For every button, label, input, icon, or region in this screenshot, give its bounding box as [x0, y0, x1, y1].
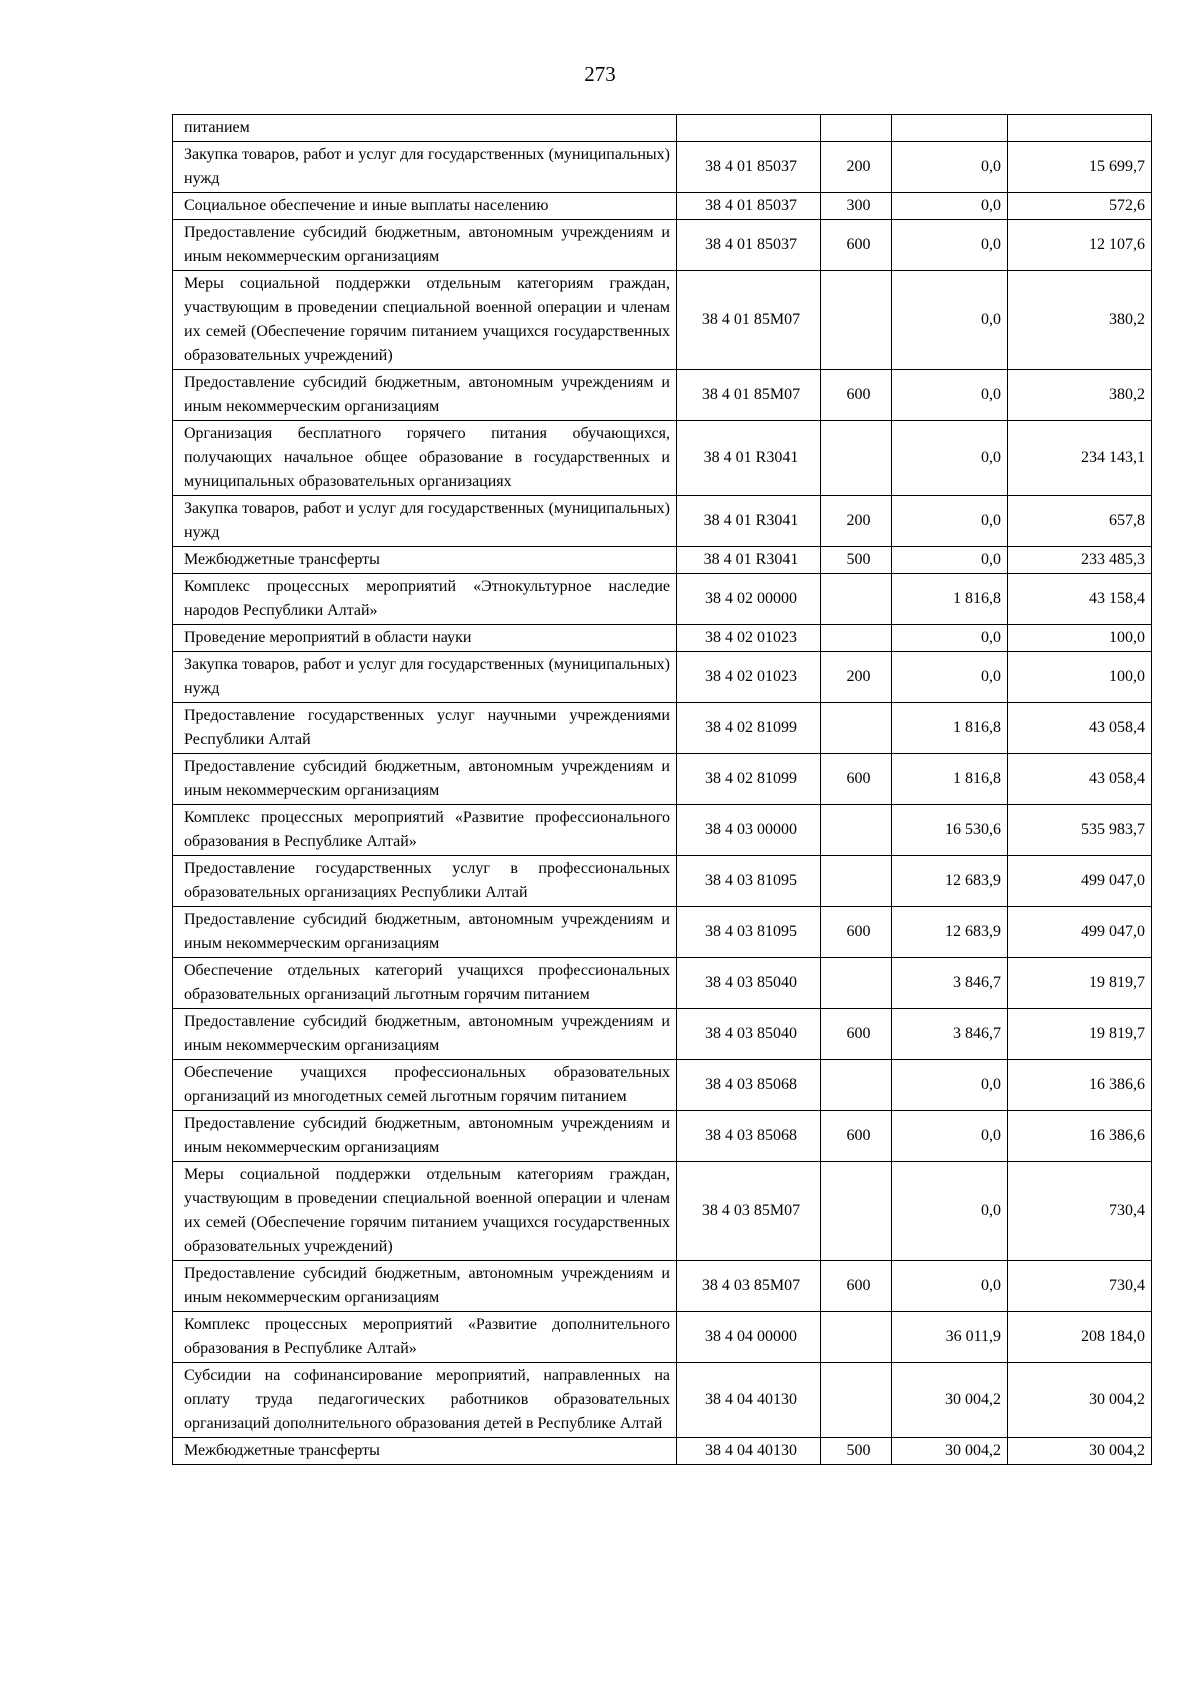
row-name: Межбюджетные трансферты	[173, 547, 677, 574]
row-amount-1: 16 530,6	[892, 805, 1008, 856]
row-code: 38 4 02 81099	[677, 703, 821, 754]
row-code: 38 4 03 85068	[677, 1111, 821, 1162]
row-expense-type	[821, 625, 892, 652]
row-expense-type	[821, 1162, 892, 1261]
row-amount-2: 499 047,0	[1008, 856, 1152, 907]
row-code: 38 4 02 00000	[677, 574, 821, 625]
row-expense-type	[821, 271, 892, 370]
budget-table	[172, 114, 1152, 1465]
row-amount-1: 0,0	[892, 1162, 1008, 1261]
row-name: Обеспечение отдельных категорий учащихся профессиональных образовательных организаций льготным горячим питанием	[173, 958, 677, 1009]
row-expense-type	[821, 574, 892, 625]
row-amount-1: 12 683,9	[892, 856, 1008, 907]
row-expense-type	[821, 703, 892, 754]
row-code: 38 4 03 00000	[677, 805, 821, 856]
row-code: 38 4 02 01023	[677, 652, 821, 703]
table-row	[173, 703, 1152, 754]
row-expense-type: 500	[821, 547, 892, 574]
table-row	[173, 1009, 1152, 1060]
row-name: Комплекс процессных мероприятий «Этнокультурное наследие народов Республики Алтай»	[173, 574, 677, 625]
row-amount-2: 16 386,6	[1008, 1111, 1152, 1162]
row-amount-2: 30 004,2	[1008, 1438, 1152, 1465]
row-name: Предоставление государственных услуг научными учреждениями Республики Алтай	[173, 703, 677, 754]
row-name: Меры социальной поддержки отдельным категориям граждан, участвующим в проведении специальной военной операции и членам их семей (Обеспечение горячим питанием учащихся государственных образовательных учреждений)	[173, 1162, 677, 1261]
row-amount-1: 0,0	[892, 421, 1008, 496]
row-amount-2: 535 983,7	[1008, 805, 1152, 856]
row-name: Обеспечение учащихся профессиональных образовательных организаций из многодетных семей льготным горячим питанием	[173, 1060, 677, 1111]
row-amount-2: 499 047,0	[1008, 907, 1152, 958]
row-amount-2: 730,4	[1008, 1261, 1152, 1312]
row-code: 38 4 01 85037	[677, 193, 821, 220]
row-code	[677, 115, 821, 142]
row-expense-type: 600	[821, 907, 892, 958]
row-name: Комплекс процессных мероприятий «Развитие профессионального образования в Республике Алтай»	[173, 805, 677, 856]
row-amount-1: 0,0	[892, 547, 1008, 574]
row-amount-2: 19 819,7	[1008, 1009, 1152, 1060]
row-amount-2: 730,4	[1008, 1162, 1152, 1261]
row-code: 38 4 03 85040	[677, 958, 821, 1009]
row-amount-1: 0,0	[892, 1111, 1008, 1162]
row-expense-type: 600	[821, 370, 892, 421]
row-name: Предоставление субсидий бюджетным, автономным учреждениям и иным некоммерческим организациям	[173, 1261, 677, 1312]
row-amount-1: 3 846,7	[892, 958, 1008, 1009]
row-amount-1: 0,0	[892, 271, 1008, 370]
row-code: 38 4 03 85040	[677, 1009, 821, 1060]
row-amount-2: 30 004,2	[1008, 1363, 1152, 1438]
table-row	[173, 220, 1152, 271]
row-amount-1: 1 816,8	[892, 754, 1008, 805]
row-name: Предоставление субсидий бюджетным, автономным учреждениям и иным некоммерческим организациям	[173, 1009, 677, 1060]
row-expense-type	[821, 856, 892, 907]
row-amount-2: 208 184,0	[1008, 1312, 1152, 1363]
row-code: 38 4 04 40130	[677, 1438, 821, 1465]
row-expense-type: 500	[821, 1438, 892, 1465]
row-code: 38 4 03 85M07	[677, 1261, 821, 1312]
table-row	[173, 625, 1152, 652]
row-amount-1: 0,0	[892, 370, 1008, 421]
row-amount-1: 0,0	[892, 625, 1008, 652]
budget-table-body	[173, 115, 1152, 1465]
row-amount-1: 0,0	[892, 1060, 1008, 1111]
row-expense-type	[821, 115, 892, 142]
table-row	[173, 193, 1152, 220]
row-code: 38 4 01 R3041	[677, 421, 821, 496]
row-expense-type: 600	[821, 1261, 892, 1312]
row-expense-type: 600	[821, 754, 892, 805]
row-code: 38 4 01 85037	[677, 142, 821, 193]
row-expense-type: 200	[821, 142, 892, 193]
row-name: Субсидии на софинансирование мероприятий, направленных на оплату труда педагогических работников образовательных организаций дополнительного образования детей в Республике Алтай	[173, 1363, 677, 1438]
row-amount-2: 12 107,6	[1008, 220, 1152, 271]
row-amount-1: 0,0	[892, 1261, 1008, 1312]
row-amount-1: 0,0	[892, 496, 1008, 547]
row-code: 38 4 01 85037	[677, 220, 821, 271]
row-name: Комплекс процессных мероприятий «Развитие дополнительного образования в Республике Алтай»	[173, 1312, 677, 1363]
row-expense-type	[821, 1060, 892, 1111]
row-amount-2: 16 386,6	[1008, 1060, 1152, 1111]
row-code: 38 4 03 81095	[677, 856, 821, 907]
row-amount-1: 12 683,9	[892, 907, 1008, 958]
row-amount-1: 1 816,8	[892, 703, 1008, 754]
row-code: 38 4 03 81095	[677, 907, 821, 958]
row-code: 38 4 01 85M07	[677, 271, 821, 370]
row-amount-2: 15 699,7	[1008, 142, 1152, 193]
table-row	[173, 1162, 1152, 1261]
table-row	[173, 958, 1152, 1009]
table-row	[173, 115, 1152, 142]
row-amount-1: 3 846,7	[892, 1009, 1008, 1060]
row-amount-2: 380,2	[1008, 271, 1152, 370]
row-amount-1: 36 011,9	[892, 1312, 1008, 1363]
row-code: 38 4 03 85068	[677, 1060, 821, 1111]
row-name: Меры социальной поддержки отдельным категориям граждан, участвующим в проведении специальной военной операции и членам их семей (Обеспечение горячим питанием учащихся государственных образовательных учреждений)	[173, 271, 677, 370]
row-code: 38 4 04 00000	[677, 1312, 821, 1363]
table-row	[173, 421, 1152, 496]
row-amount-2: 657,8	[1008, 496, 1152, 547]
row-name: Закупка товаров, работ и услуг для государственных (муниципальных) нужд	[173, 496, 677, 547]
row-name: Проведение мероприятий в области науки	[173, 625, 677, 652]
row-name: Предоставление государственных услуг в профессиональных образовательных организациях Республики Алтай	[173, 856, 677, 907]
row-expense-type	[821, 1363, 892, 1438]
row-expense-type: 600	[821, 1111, 892, 1162]
row-amount-1: 30 004,2	[892, 1438, 1008, 1465]
row-amount-2: 19 819,7	[1008, 958, 1152, 1009]
row-amount-1: 30 004,2	[892, 1363, 1008, 1438]
row-amount-2: 43 058,4	[1008, 754, 1152, 805]
table-row	[173, 1060, 1152, 1111]
table-row	[173, 754, 1152, 805]
table-row	[173, 142, 1152, 193]
row-amount-2: 234 143,1	[1008, 421, 1152, 496]
table-row	[173, 271, 1152, 370]
table-row	[173, 1312, 1152, 1363]
row-amount-2: 43 158,4	[1008, 574, 1152, 625]
row-expense-type	[821, 958, 892, 1009]
table-row	[173, 1111, 1152, 1162]
table-row	[173, 547, 1152, 574]
row-amount-2: 233 485,3	[1008, 547, 1152, 574]
row-name: Предоставление субсидий бюджетным, автономным учреждениям и иным некоммерческим организациям	[173, 754, 677, 805]
row-name: питанием	[173, 115, 677, 142]
row-amount-1	[892, 115, 1008, 142]
table-row	[173, 907, 1152, 958]
row-code: 38 4 03 85M07	[677, 1162, 821, 1261]
table-row	[173, 574, 1152, 625]
row-amount-2: 100,0	[1008, 652, 1152, 703]
row-expense-type	[821, 805, 892, 856]
row-name: Предоставление субсидий бюджетным, автономным учреждениям и иным некоммерческим организациям	[173, 907, 677, 958]
row-expense-type	[821, 421, 892, 496]
row-amount-2: 572,6	[1008, 193, 1152, 220]
row-name: Межбюджетные трансферты	[173, 1438, 677, 1465]
row-name: Закупка товаров, работ и услуг для государственных (муниципальных) нужд	[173, 652, 677, 703]
row-expense-type	[821, 1312, 892, 1363]
row-amount-1: 1 816,8	[892, 574, 1008, 625]
row-code: 38 4 02 81099	[677, 754, 821, 805]
table-row	[173, 496, 1152, 547]
table-row	[173, 652, 1152, 703]
table-row	[173, 856, 1152, 907]
page-number: 273	[584, 62, 616, 86]
row-expense-type: 200	[821, 496, 892, 547]
row-amount-2: 380,2	[1008, 370, 1152, 421]
table-row	[173, 1261, 1152, 1312]
row-amount-1: 0,0	[892, 220, 1008, 271]
row-code: 38 4 04 40130	[677, 1363, 821, 1438]
row-name: Социальное обеспечение и иные выплаты населению	[173, 193, 677, 220]
row-code: 38 4 01 85M07	[677, 370, 821, 421]
row-expense-type: 600	[821, 1009, 892, 1060]
row-expense-type: 200	[821, 652, 892, 703]
row-name: Закупка товаров, работ и услуг для государственных (муниципальных) нужд	[173, 142, 677, 193]
table-row	[173, 805, 1152, 856]
row-expense-type: 600	[821, 220, 892, 271]
row-name: Предоставление субсидий бюджетным, автономным учреждениям и иным некоммерческим организациям	[173, 220, 677, 271]
row-name: Предоставление субсидий бюджетным, автономным учреждениям и иным некоммерческим организациям	[173, 1111, 677, 1162]
row-amount-1: 0,0	[892, 142, 1008, 193]
table-row	[173, 1438, 1152, 1465]
row-code: 38 4 01 R3041	[677, 547, 821, 574]
table-row	[173, 370, 1152, 421]
row-code: 38 4 01 R3041	[677, 496, 821, 547]
row-amount-1: 0,0	[892, 193, 1008, 220]
row-amount-1: 0,0	[892, 652, 1008, 703]
row-amount-2	[1008, 115, 1152, 142]
row-amount-2: 43 058,4	[1008, 703, 1152, 754]
row-name: Предоставление субсидий бюджетным, автономным учреждениям и иным некоммерческим организациям	[173, 370, 677, 421]
table-row	[173, 1363, 1152, 1438]
row-name: Организация бесплатного горячего питания обучающихся, получающих начальное общее образование в государственных и муниципальных образовательных организациях	[173, 421, 677, 496]
row-amount-2: 100,0	[1008, 625, 1152, 652]
row-code: 38 4 02 01023	[677, 625, 821, 652]
row-expense-type: 300	[821, 193, 892, 220]
